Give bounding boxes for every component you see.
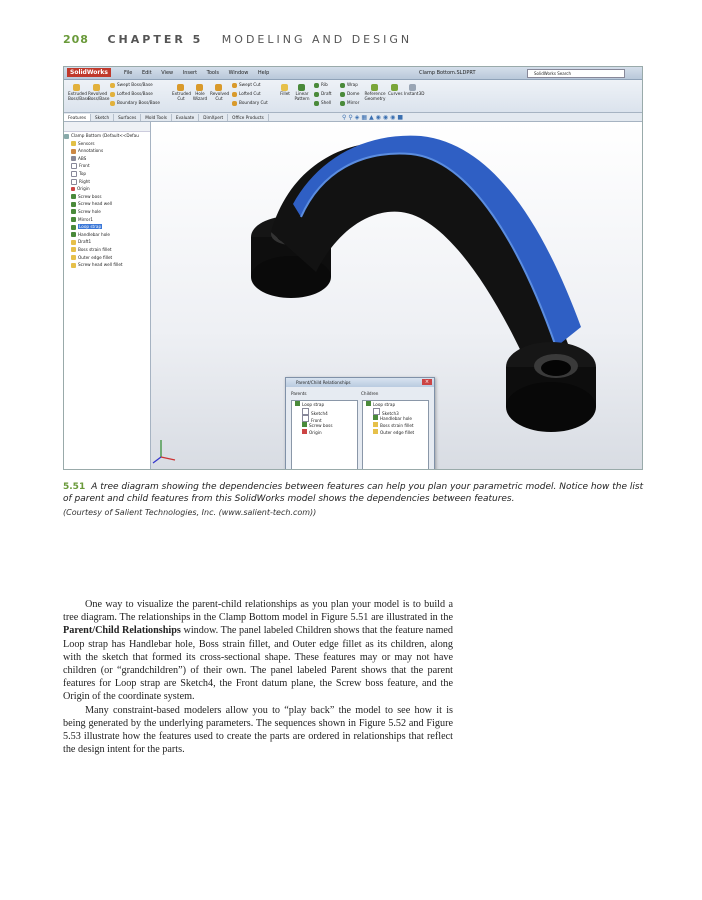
feature-icon [71,232,76,237]
tree-item[interactable]: Annotations [64,147,150,155]
mirror-icon [340,101,345,106]
wrap-icon [340,83,345,88]
tree-item[interactable]: Screw head well [64,200,150,208]
cmd-instant3d[interactable]: Instant3D [404,84,422,96]
curves-icon [391,84,398,91]
command-manager [64,80,642,113]
list-item[interactable]: Boss strain fillet [363,422,428,429]
extrude-icon [73,84,80,91]
children-label: Children [361,391,379,396]
paragraph: Many constraint-based modelers allow you to “play back” the model to see how it is being generated by the underlying parameters. The sequences shown in Figure 5.52 and Figure 5.53 illustrate how the features used to create the parts are ordered in relationships that reflect the design intent for the parts. [63,704,453,756]
feature-icon [302,422,307,427]
cmd-draft[interactable]: Draft [314,91,332,97]
chapter-label: CHAPTER 5 [107,33,204,46]
figure-credit: (Courtesy of Salient Technologies, Inc. (www.salient-tech.com)) [63,508,317,517]
right-boss-bottom [506,382,596,432]
running-header [63,33,412,46]
cmd-boundary-boss[interactable]: Boundary Boss/Base [110,100,160,106]
cmd-revolved-boss[interactable]: Revolved Boss/Base [88,84,106,101]
close-icon[interactable]: × [422,379,432,385]
menu-bar [124,70,277,76]
plane-icon [302,415,309,422]
bold-term: Parent/Child Relationships [63,625,181,637]
cmd-boundary-cut[interactable]: Boundary Cut [232,100,268,106]
boundary-cut-icon [232,101,237,106]
list-item[interactable]: Sketch4 [292,408,357,415]
tree-item[interactable]: Screw boss [64,193,150,201]
cmd-extruded-cut[interactable]: Extruded Cut [172,84,190,101]
list-item[interactable]: Loop strap [363,401,428,408]
tab-surfaces[interactable]: Surfaces [114,114,141,121]
list-item[interactable]: Front [292,415,357,422]
sensor-icon [71,141,76,146]
right-hole-inner [541,360,571,376]
list-item[interactable]: Outer edge fillet [363,429,428,436]
revolve-cut-icon [215,84,222,91]
triad-z-axis [153,457,161,463]
tree-toolbar[interactable] [64,122,150,132]
menu-view[interactable]: View [161,70,174,76]
cmd-shell[interactable]: Shell [314,100,331,106]
feature-manager-tree [64,122,151,469]
tree-item[interactable]: Screw head well fillet [64,261,150,269]
cmd-reference-geometry[interactable]: Reference Geometry [364,84,386,101]
fillet-icon [71,255,76,260]
tree-item[interactable]: Outer edge fillet [64,254,150,262]
children-panel[interactable] [362,400,429,470]
feature-icon [71,209,76,214]
tree-item[interactable]: Draft1 [64,238,150,246]
cmd-wrap[interactable]: Wrap [340,82,358,88]
tab-features[interactable]: Features [64,114,91,121]
tree-item[interactable]: Handlebar hole [64,231,150,239]
list-item[interactable]: Screw boss [292,422,357,429]
feature-icon [71,240,76,245]
rib-icon [314,83,319,88]
origin-icon [71,187,75,191]
tab-sketch[interactable]: Sketch [91,114,114,121]
tree-item[interactable]: Top [64,170,150,178]
shell-icon [314,101,319,106]
document-title: Clamp Bottom.SLDPRT [419,70,476,76]
list-item[interactable]: Loop strap [292,401,357,408]
feature-icon [71,217,76,222]
dialog-title: Parent/Child Relationships × [286,378,434,387]
reference-geometry-icon [371,84,378,91]
tab-mold-tools[interactable]: Mold Tools [141,114,172,121]
swept-cut-icon [232,83,237,88]
chapter-title: MODELING AND DESIGN [221,33,413,46]
tree-item[interactable]: ABS [64,155,150,163]
tab-dimxpert[interactable]: DimXpert [199,114,228,121]
menu-tools[interactable]: Tools [206,70,219,76]
cmd-linear-pattern[interactable]: Linear Pattern [294,84,310,101]
cmd-lofted-boss[interactable]: Lofted Boss/Base [110,91,153,97]
list-item[interactable]: Sketch3 [363,408,428,415]
paragraph: One way to visualize the parent-child relationships as you plan your model is to build a tree diagram. The relationships in the Clamp Bottom model in Figure 5.51 are illustrated in the Parent/Child Relationships window. The panel labeled Children shows that the feature named Loop strap has Handlebar hole, Boss strain fillet, and Outer edge fillet as its children, along with the sketch that formed its cross-sectional shape. These features may or may not have children (or “grandchildren”) of their own. The panel labeled Parent shows that the parent features for Loop strap are Sketch4, the Front datum plane, the Screw boss feature, and the Origin of the coordinate system. [63,599,453,703]
list-item[interactable]: Origin [292,429,357,436]
caption-text: A tree diagram showing the dependencies between features can help you plan your parametric model. Notice how the list of parent and child features from this SolidWorks model shows the dependencies between features. [63,482,644,504]
boundary-icon [110,101,115,106]
parents-label: Parents [291,391,307,396]
draft-icon [314,92,319,97]
figure-number: 5.51 [63,482,86,492]
search-input[interactable]: SolidWorks Search [527,69,625,78]
cmd-fillet[interactable]: Fillet [278,84,292,96]
body-text [63,598,453,756]
plane-icon [71,179,77,185]
fillet-icon [71,263,76,268]
cmd-revolved-cut[interactable]: Revolved Cut [210,84,228,101]
feature-icon [366,401,371,406]
title-bar [64,67,642,80]
feature-icon [71,194,76,199]
plane-icon [71,171,77,177]
tab-office-products[interactable]: Office Products [228,114,269,121]
cmd-mirror[interactable]: Mirror [340,100,359,106]
heads-up-view-toolbar[interactable]: ⚲⚲◈▦▲◉◉◉■ [342,114,406,121]
tree-item[interactable]: Sensors [64,140,150,148]
lofted-cut-icon [232,92,237,97]
feature-icon [71,202,76,207]
cut-icon [177,84,184,91]
pattern-icon [298,84,305,91]
instant3d-icon [409,84,416,91]
feature-icon [373,415,378,420]
cmd-extruded-boss[interactable]: Extruded Boss/Base [68,84,86,101]
tree-item-selected[interactable]: Loop strap [64,223,150,231]
parent-child-dialog [285,377,435,470]
figure-caption [63,481,653,505]
swept-icon [110,83,115,88]
cmd-dome[interactable]: Dome [340,91,359,97]
fillet-icon [373,429,378,434]
hole-icon [196,84,203,91]
fillet-icon [71,247,76,252]
cmd-lofted-cut[interactable]: Lofted Cut [232,91,261,97]
tab-evaluate[interactable]: Evaluate [172,114,199,121]
sketch-icon [373,408,380,415]
menu-insert[interactable]: Insert [182,70,198,76]
menu-edit[interactable]: Edit [141,70,152,76]
tree-item[interactable]: Right [64,178,150,186]
dome-icon [340,92,345,97]
menu-help[interactable]: Help [257,70,270,76]
loft-icon [110,92,115,97]
cmd-curves[interactable]: Curves [388,84,402,96]
graphics-area[interactable] [151,122,642,469]
triad-x-axis [161,457,175,460]
solidworks-screenshot [63,66,643,470]
tree-item[interactable]: Mirror1 [64,216,150,224]
plane-icon [71,163,77,169]
fillet-icon [281,84,288,91]
fillet-icon [373,422,378,427]
material-icon [71,156,76,161]
tree-item[interactable]: Boss strain fillet [64,246,150,254]
cmd-hole-wizard[interactable]: Hole Wizard [192,84,208,101]
tree-item[interactable]: Screw hole [64,208,150,216]
origin-icon [302,429,307,434]
menu-window[interactable]: Window [228,70,249,76]
annotation-icon [71,149,76,154]
page-number: 208 [63,33,89,46]
parents-panel[interactable] [291,400,358,470]
feature-icon [71,225,76,230]
revolve-icon [93,84,100,91]
cmd-swept-boss[interactable]: Swept Boss/Base [110,82,153,88]
list-item[interactable]: Handlebar hole [363,415,428,422]
tree-item[interactable]: Front [64,162,150,170]
part-icon [64,134,69,139]
feature-icon [295,401,300,406]
cmd-swept-cut[interactable]: Swept Cut [232,82,261,88]
app-logo: SolidWorks [67,68,111,77]
tree-item[interactable]: Origin [64,185,150,193]
menu-file[interactable]: File [124,70,133,76]
sketch-icon [302,408,309,415]
cmd-rib[interactable]: Rib [314,82,328,88]
tree-item[interactable]: Clamp Bottom (Default<<Defau [64,132,150,140]
